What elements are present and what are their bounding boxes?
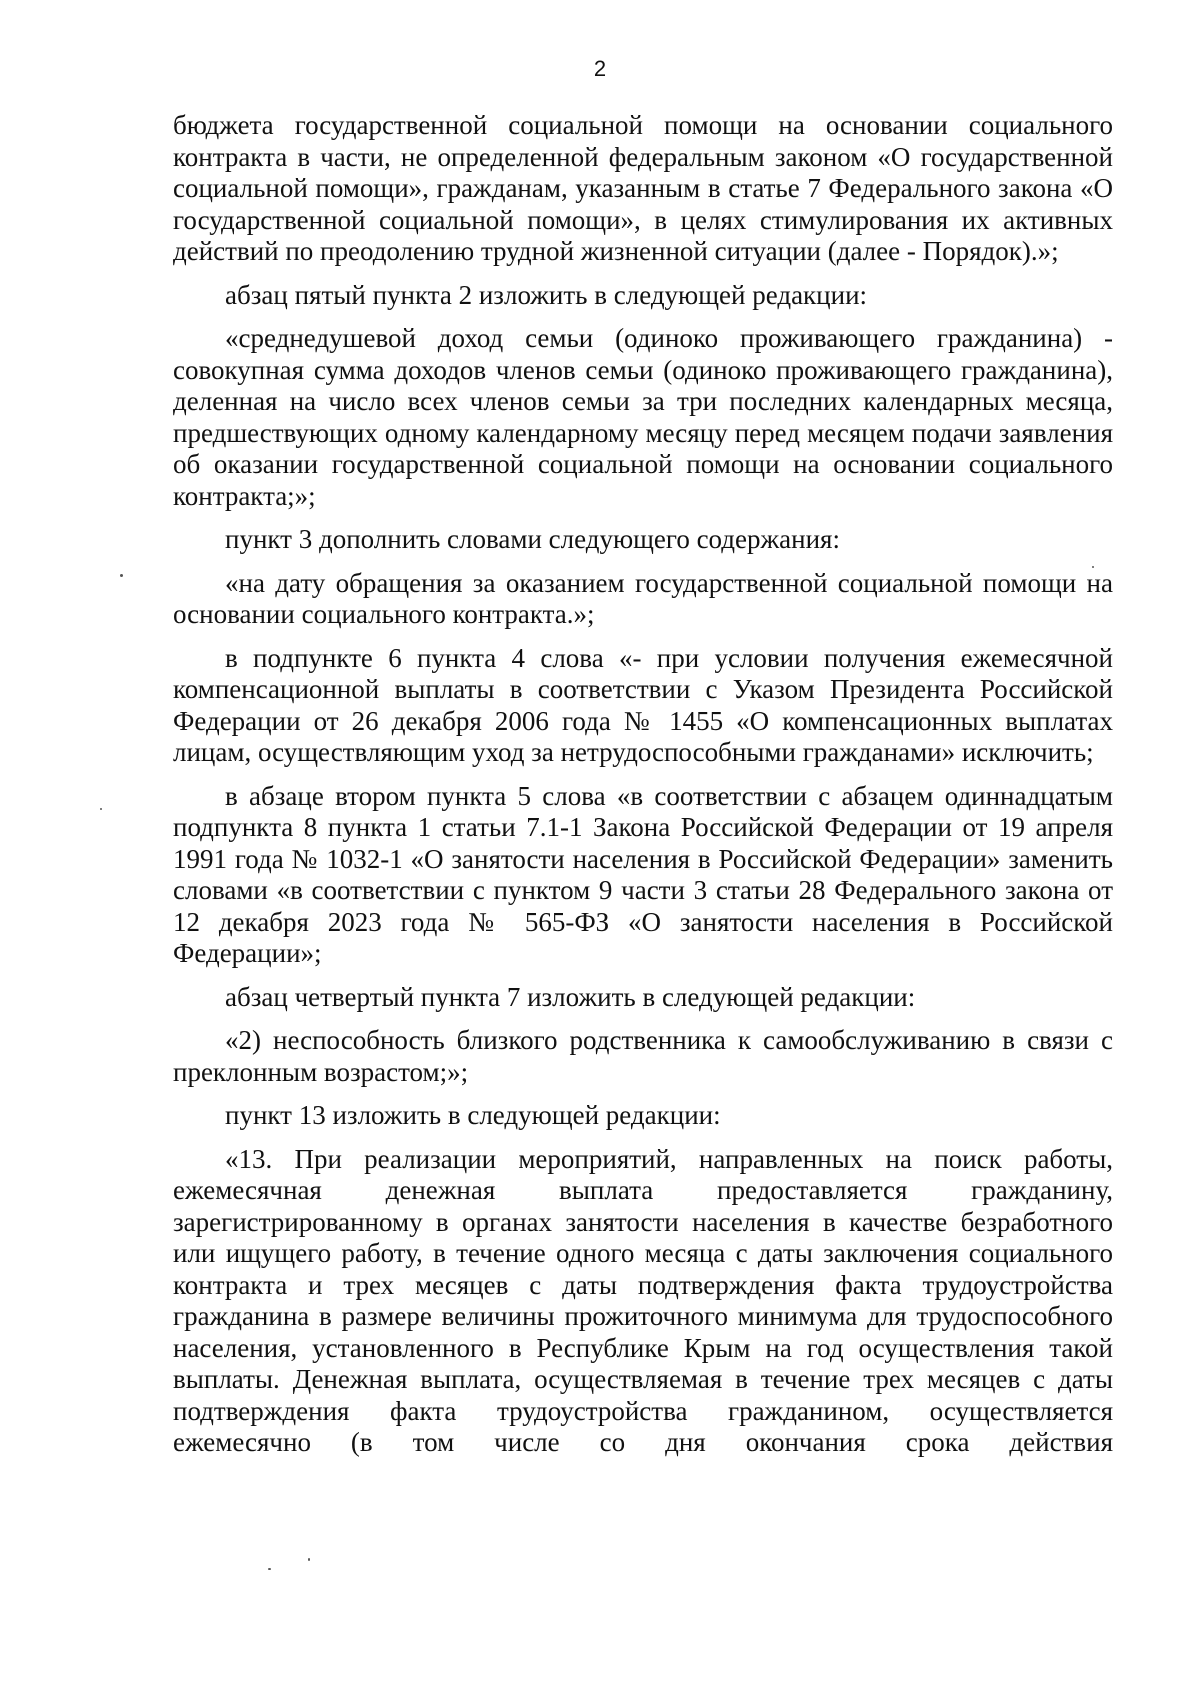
paragraph-amendment-point-5: в абзаце втором пункта 5 слова «в соответствии с абзацем одиннадцатым подпункта 8 пункта 1 статьи 7.1-1 Закона Российской Федерации от 19 апреля 1991 года № 1032-1 «О занятости населения в Российской Федерации» заменить словами «в соответствии с пунктом 9 части 3 статьи 28 Федерального закона от 12 декабря 2023 года № 565-ФЗ «О занятости населения в Российской Федерации»; bbox=[173, 780, 1113, 968]
paragraph-amendment-point-13: пункт 13 изложить в следующей редакции: bbox=[225, 1100, 721, 1130]
paragraph-amendment-point-7: абзац четвертый пункта 7 изложить в следующей редакции: bbox=[225, 981, 916, 1012]
paragraph-point-3-addition: «на дату обращения за оказанием государственной социальной помощи на основании социального контракта.»; bbox=[173, 567, 1113, 629]
paragraph-amendment-point-4: в подпункте 6 пункта 4 слова «- при условии получения ежемесячной компенсационной выплаты в соответствии с Указом Президента Российской Федерации от 26 декабря 2006 года № 1455 «О компенсационных выплатах лицам, осуществляющим уход за нетрудоспособными гражданами» исключить; bbox=[173, 642, 1113, 767]
scan-speck bbox=[308, 1558, 310, 1561]
scan-speck bbox=[268, 1568, 271, 1570]
paragraph-amendment-point-2: абзац пятый пункта 2 изложить в следующей редакции: bbox=[225, 279, 868, 310]
paragraph-continuation: бюджета государственной социальной помощи на основании социального контракта в части, не определенной федеральным законом «О государственной социальной помощи», гражданам, указанным в статье 7 Федерального закона «О государственной социальной помощи», в целях стимулирования их активных действий по преодолению трудной жизненной ситуации (далее - Порядок).»; bbox=[173, 110, 1113, 266]
page-number: 2 bbox=[593, 56, 607, 81]
document-body bbox=[173, 110, 1113, 1459]
scan-speck bbox=[100, 808, 102, 810]
paragraph-average-income-definition: «среднедушевой доход семьи (одиноко проживающего гражданина) - совокупная сумма доходов членов семьи (одиноко проживающего гражданина), деленная на число всех членов семьи за три последних календарных месяца, предшествующих одному календарному месяцу перед месяцем подачи заявления об оказании государственной социальной помощи на основании социального контракта;»; bbox=[173, 323, 1113, 511]
paragraph-amendment-point-3: пункт 3 дополнить словами следующего содержания: bbox=[225, 524, 840, 554]
scan-speck bbox=[1092, 566, 1094, 568]
paragraph-point-7-text: «2) неспособность близкого родственника к самообслуживанию в связи с преклонным возрастом;»; bbox=[173, 1025, 1113, 1087]
scan-speck bbox=[120, 574, 123, 577]
paragraph-point-13-text: «13. При реализации мероприятий, направленных на поиск работы, ежемесячная денежная выплата предоставляется гражданину, зарегистрированному в органах занятости населения в качестве безработного или ищущего работу, в течение одного месяца с даты заключения социального контракта и трех месяцев с даты подтверждения факта трудоустройства гражданина в размере величины прожиточного минимума для трудоспособного населения, установленного в Республике Крым на год осуществления такой выплаты. Денежная выплата, осуществляемая в течение трех месяцев с даты подтверждения факта трудоустройства гражданином, осуществляется ежемесячно (в том числе со дня окончания срока действия bbox=[173, 1143, 1113, 1457]
